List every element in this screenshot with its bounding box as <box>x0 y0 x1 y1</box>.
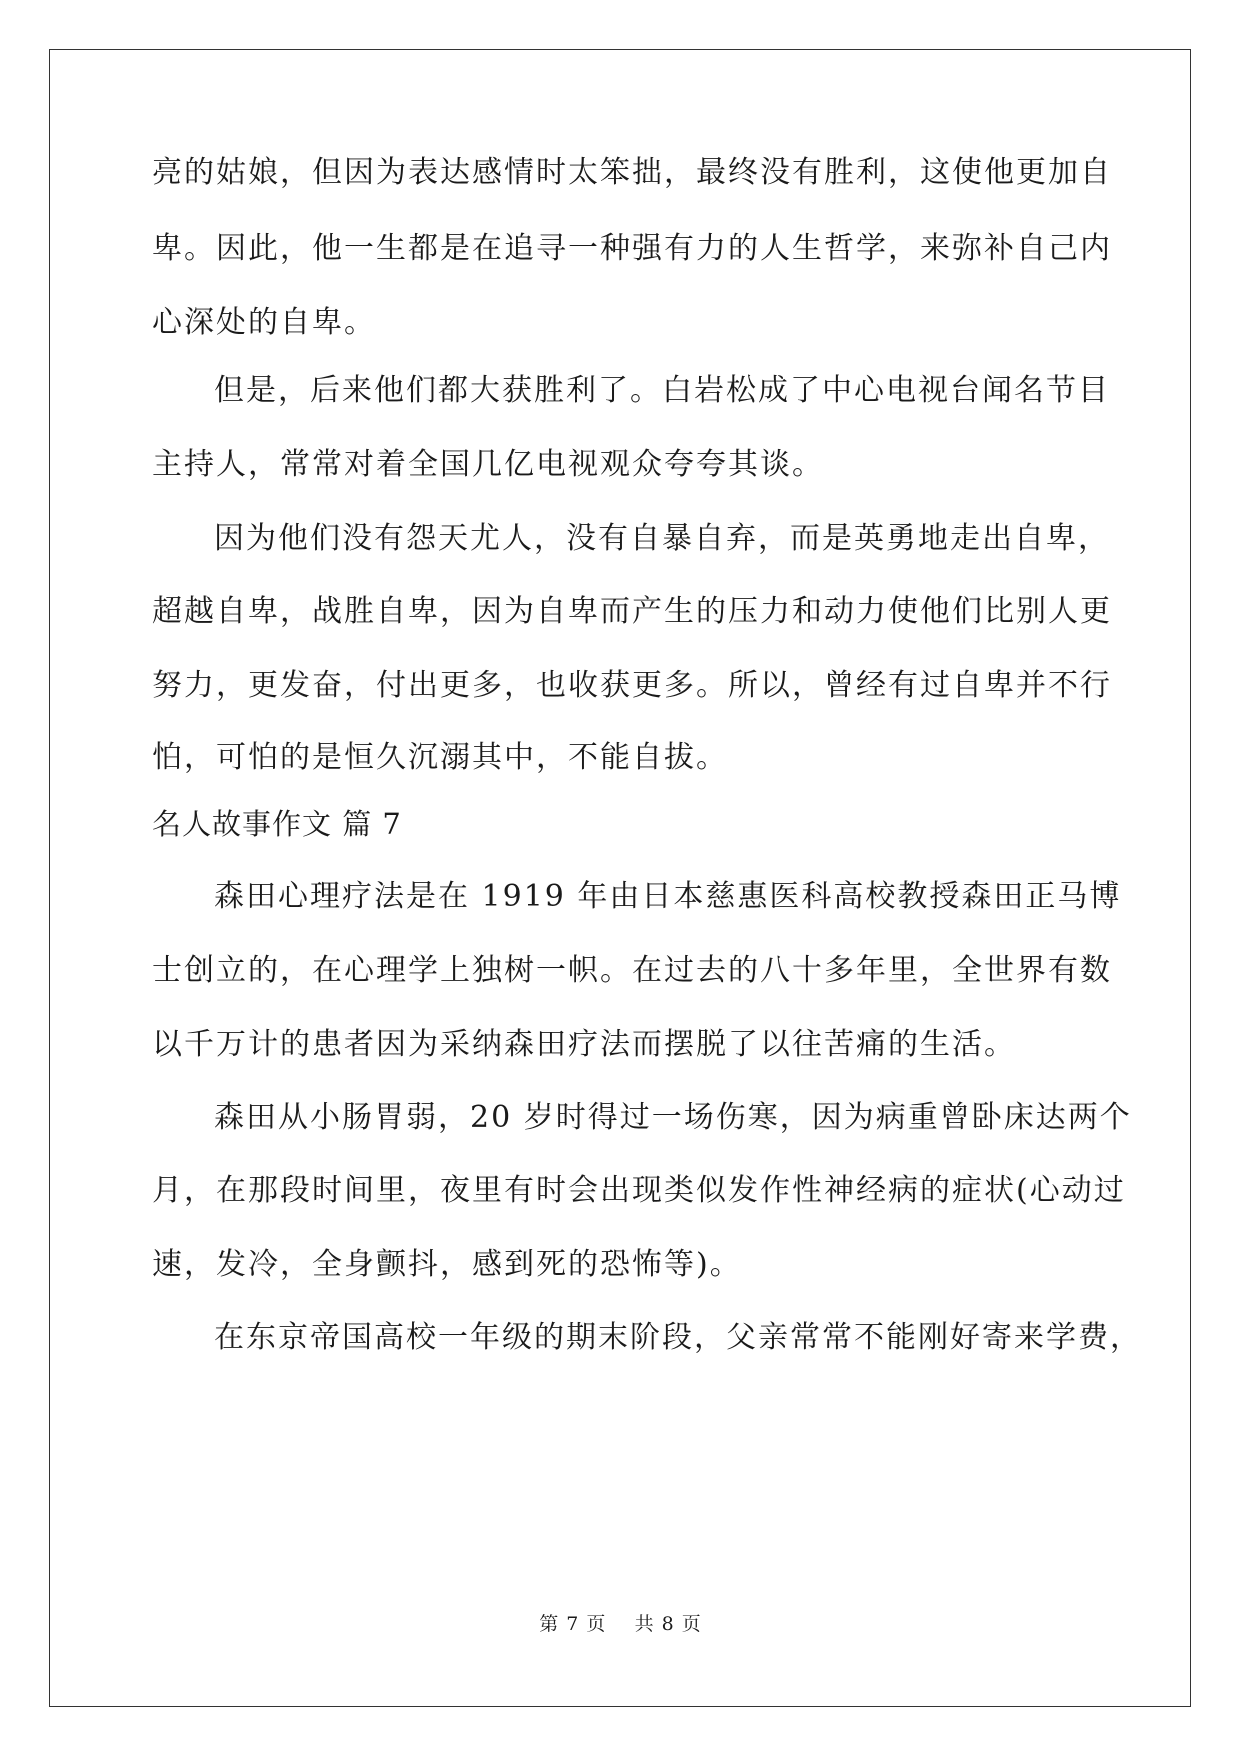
text-line: 以千万计的患者因为采纳森田疗法而摆脱了以往苦痛的生活。 <box>152 1027 1016 1062</box>
text-line: 主持人，常常对着全国几亿电视观众夸夸其谈。 <box>152 447 824 482</box>
page-total: 共 8 页 <box>634 1613 702 1635</box>
text-line: 心深处的自卑。 <box>152 305 376 340</box>
text-line: 因为他们没有怨天尤人，没有自暴自弃，而是英勇地走出自卑， <box>214 521 1110 556</box>
page-footer <box>0 1612 1241 1636</box>
text-line: 但是，后来他们都大获胜利了。白岩松成了中心电视台闻名节目 <box>214 373 1110 408</box>
text-line: 亮的姑娘，但因为表达感情时太笨拙，最终没有胜利，这使他更加自 <box>152 155 1112 190</box>
page-number: 第 7 页 <box>539 1613 607 1635</box>
text-line: 森田从小肠胃弱，20 岁时得过一场伤寒，因为病重曾卧床达两个 <box>214 1100 1132 1135</box>
text-line: 士创立的，在心理学上独树一帜。在过去的八十多年里，全世界有数 <box>152 953 1112 988</box>
text-line: 卑。因此，他一生都是在追寻一种强有力的人生哲学，来弥补自己内 <box>152 231 1112 266</box>
text-line: 森田心理疗法是在 1919 年由日本慈惠医科高校教授森田正马博 <box>214 879 1122 914</box>
text-line: 努力，更发奋，付出更多，也收获更多。所以，曾经有过自卑并不行 <box>152 668 1112 703</box>
text-line: 速，发冷，全身颤抖，感到死的恐怖等)。 <box>152 1247 742 1282</box>
section-heading: 名人故事作文 篇 7 <box>152 807 402 841</box>
text-line: 怕，可怕的是恒久沉溺其中，不能自拔。 <box>152 740 728 775</box>
text-line: 超越自卑，战胜自卑，因为自卑而产生的压力和动力使他们比别人更 <box>152 594 1112 629</box>
text-line: 在东京帝国高校一年级的期末阶段，父亲常常不能刚好寄来学费， <box>214 1320 1142 1355</box>
text-line: 月，在那段时间里，夜里有时会出现类似发作性神经病的症状(心动过 <box>152 1173 1126 1208</box>
